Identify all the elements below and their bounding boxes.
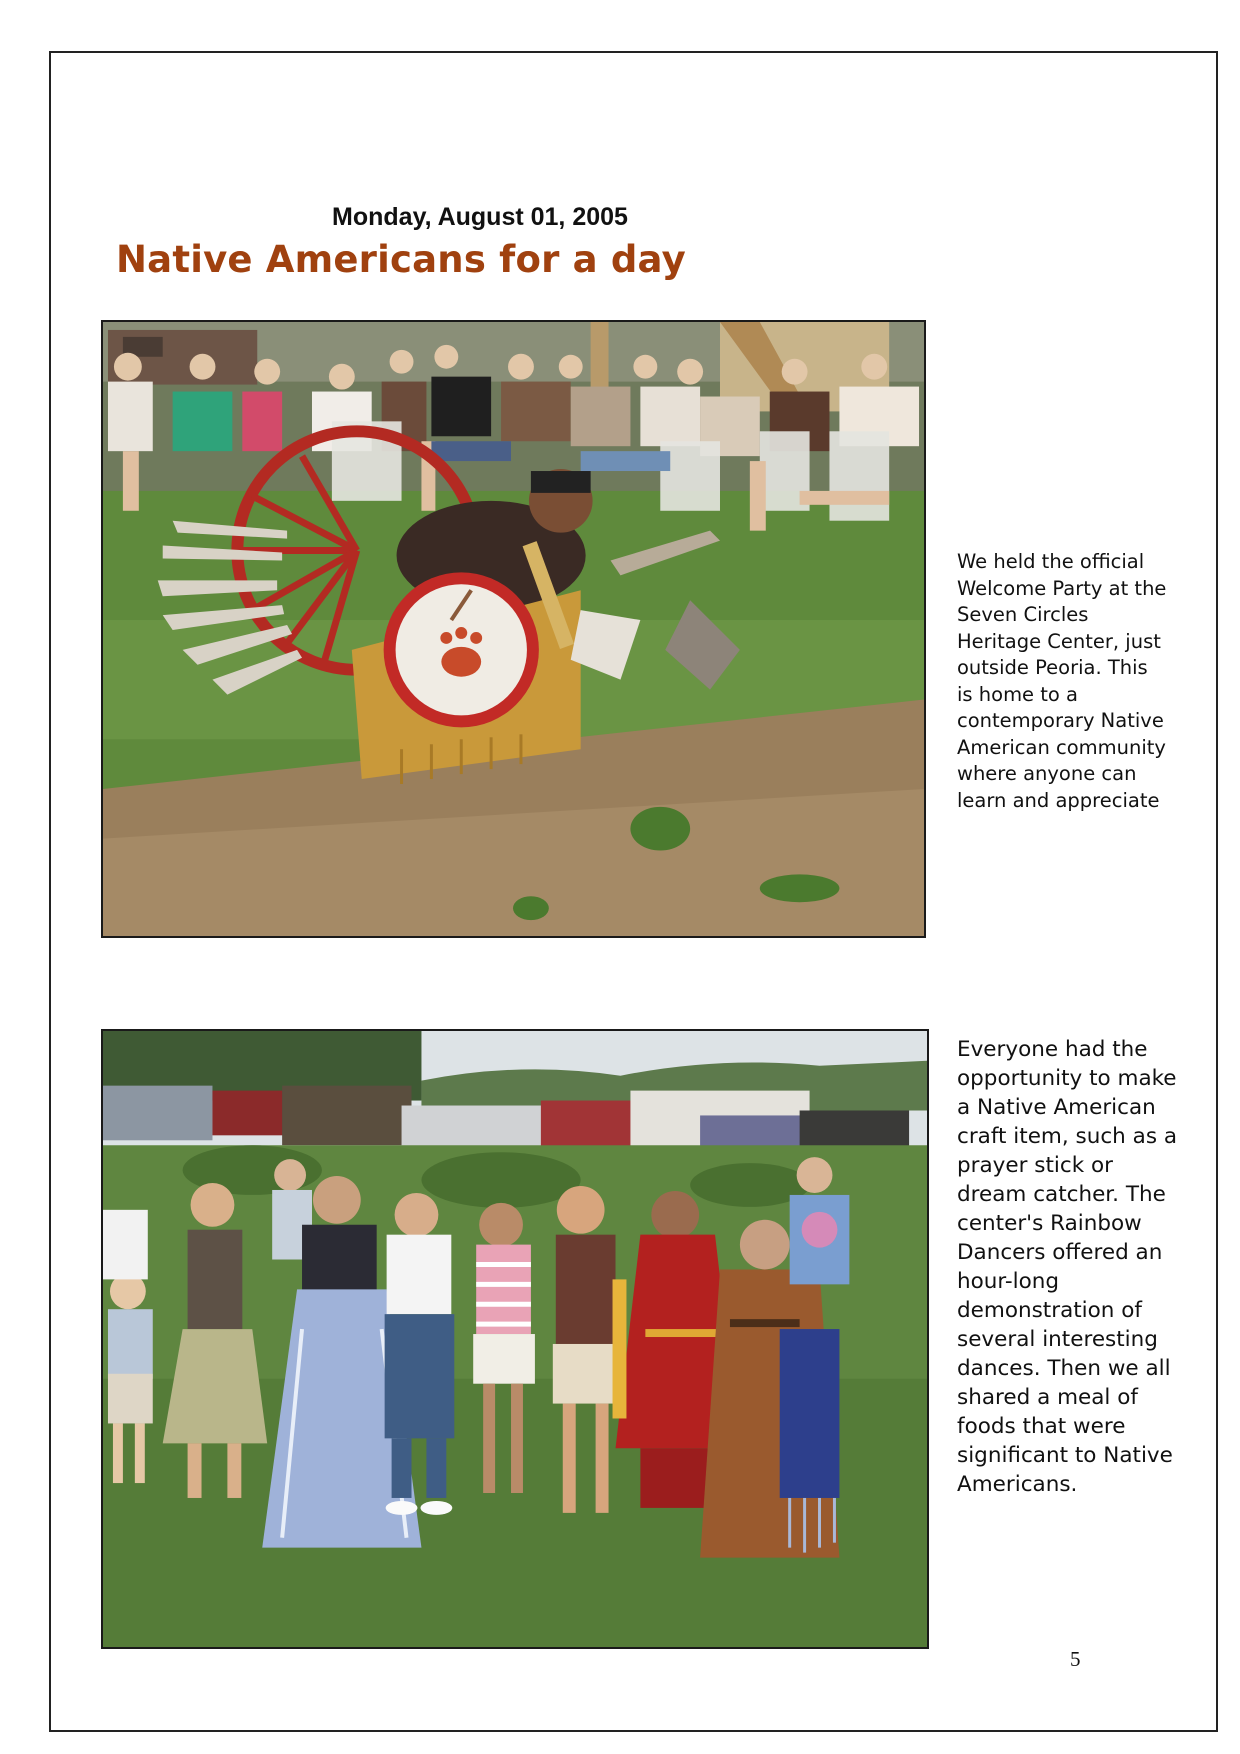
photo-dancer-with-spectators	[101, 320, 926, 938]
post-title: Native Americans for a day	[116, 238, 686, 281]
caption-craft-and-dances: Everyone had the opportunity to make a Native American craft item, such as a prayer stick or dream catcher. The center's Rainbow Dancers offered an hour-long demonstration of several interesting dances. Then we all shared a meal of foods that were significant to Native Americans.	[957, 1037, 1178, 1497]
photo-group-illustration	[103, 1031, 927, 1647]
post-date: Monday, August 01, 2005	[332, 203, 628, 231]
photo-dancer-illustration	[103, 322, 924, 936]
caption-welcome-party: We held the official Welcome Party at the Seven Circles Heritage Center, just outside Peoria. This is home to a contemporary Native American community where anyone can learn and appreciate	[957, 550, 1167, 812]
page-number: 5	[1070, 1647, 1081, 1671]
photo-group-dancing	[101, 1029, 929, 1649]
